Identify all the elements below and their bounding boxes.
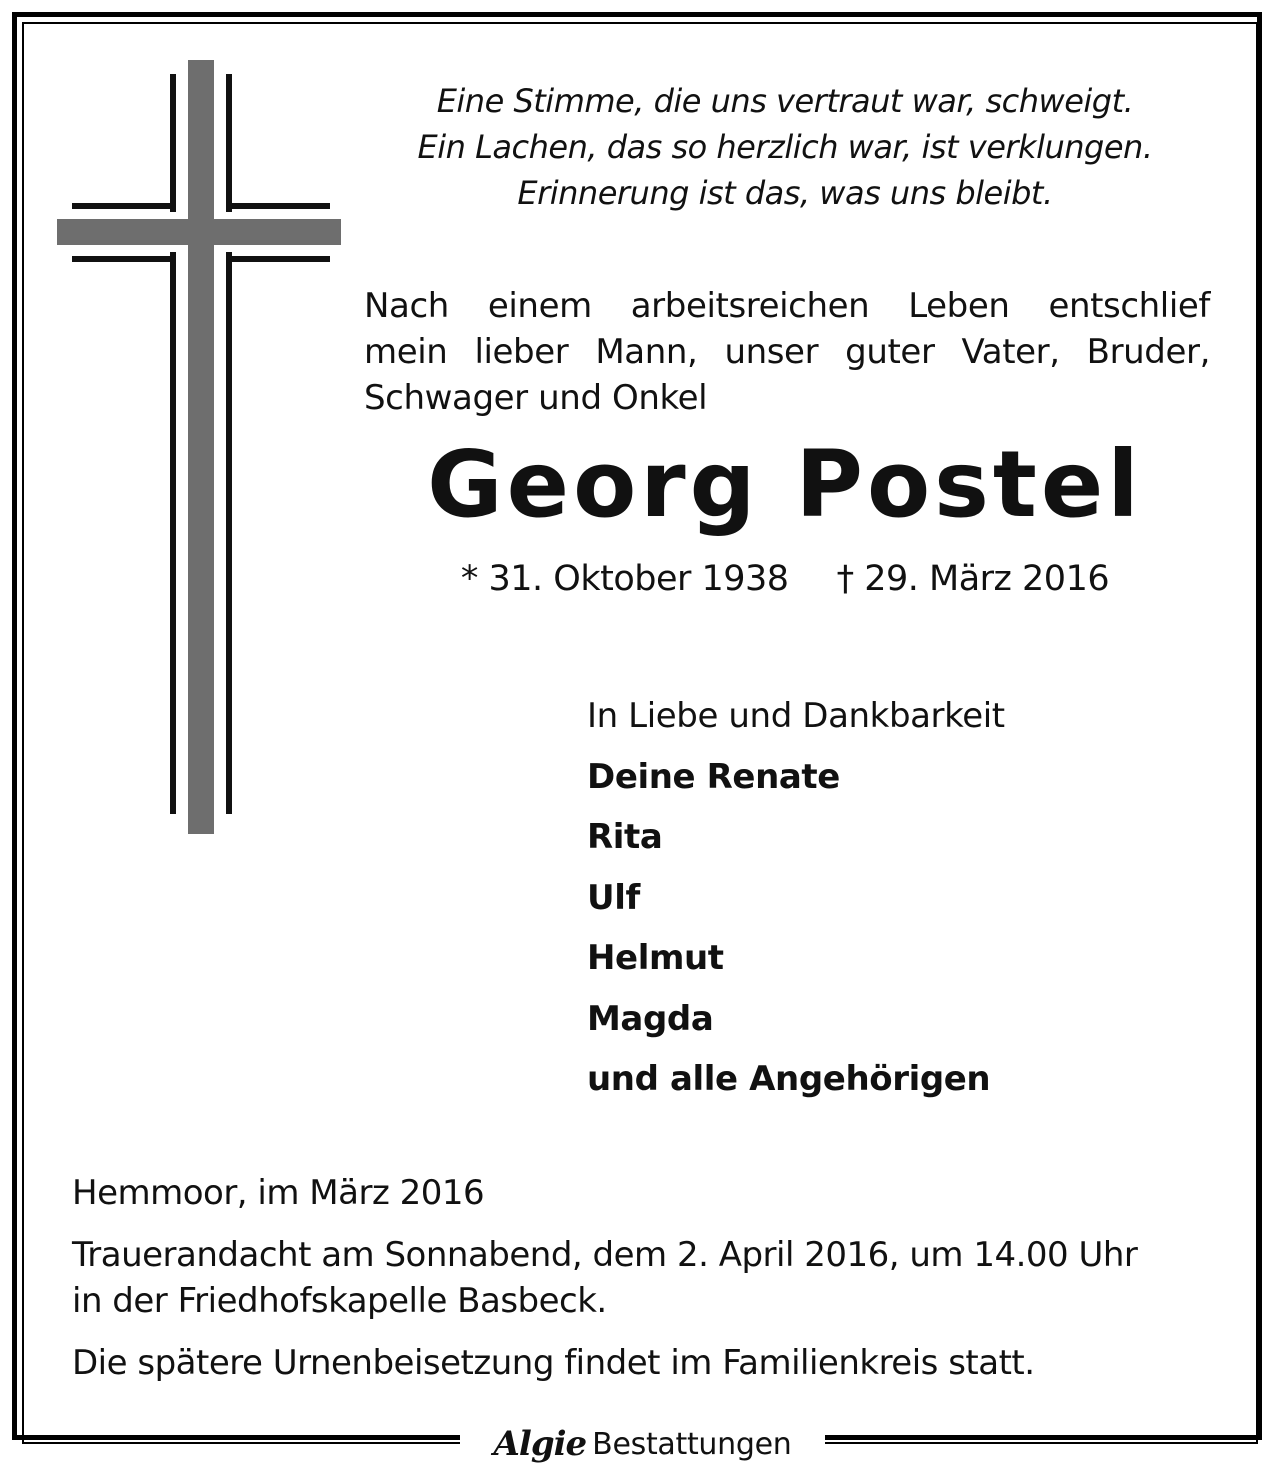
- burial-note: Die spätere Urnenbeisetzung findet im Familienkreis statt.: [72, 1343, 1035, 1383]
- memorial-verse: [350, 78, 1220, 216]
- place-date: Hemmoor, im März 2016: [72, 1173, 485, 1213]
- mourner-name: Magda: [587, 998, 714, 1039]
- mourners-intro: In Liebe und Dankbarkeit: [587, 696, 1005, 736]
- life-dates: [360, 556, 1210, 602]
- service-info: [72, 1232, 1222, 1324]
- brand-logo: Algie: [493, 1424, 587, 1464]
- deceased-name: Georg Postel: [427, 431, 1143, 538]
- announcement-text: [364, 283, 1210, 421]
- service-line: in der Friedhofskapelle Basbeck.: [72, 1281, 607, 1321]
- mourner-name: Helmut: [587, 938, 724, 978]
- birth-date: * 31. Oktober 1938: [460, 559, 789, 599]
- service-details: [72, 1170, 1222, 1386]
- announcement-line: Nach einem arbeitsreichen Leben entschlief: [364, 286, 1210, 326]
- announcement-line: Schwager und Onkel: [364, 378, 708, 418]
- mourner-name: Deine Renate: [587, 756, 840, 797]
- mourner-name: Rita: [587, 817, 663, 857]
- announcement-line: mein lieber Mann, unser guter Vater, Bruder,: [364, 332, 1210, 372]
- verse-line: Erinnerung ist das, was uns bleibt.: [517, 174, 1053, 212]
- verse-line: Eine Stimme, die uns vertraut war, schweigt.: [436, 82, 1134, 120]
- mourner-name: Ulf: [587, 877, 640, 918]
- service-line: Trauerandacht am Sonnabend, dem 2. April 2016, um 14.00 Uhr: [72, 1235, 1138, 1275]
- verse-line: Ein Lachen, das so herzlich war, ist verklungen.: [417, 128, 1153, 166]
- brand-text: Bestattungen: [592, 1426, 792, 1462]
- mourner-name: und alle Angehörigen: [587, 1059, 991, 1099]
- funeral-home-brand: [460, 1424, 825, 1464]
- death-date: † 29. März 2016: [836, 559, 1110, 599]
- mourners-list: [587, 686, 1227, 1110]
